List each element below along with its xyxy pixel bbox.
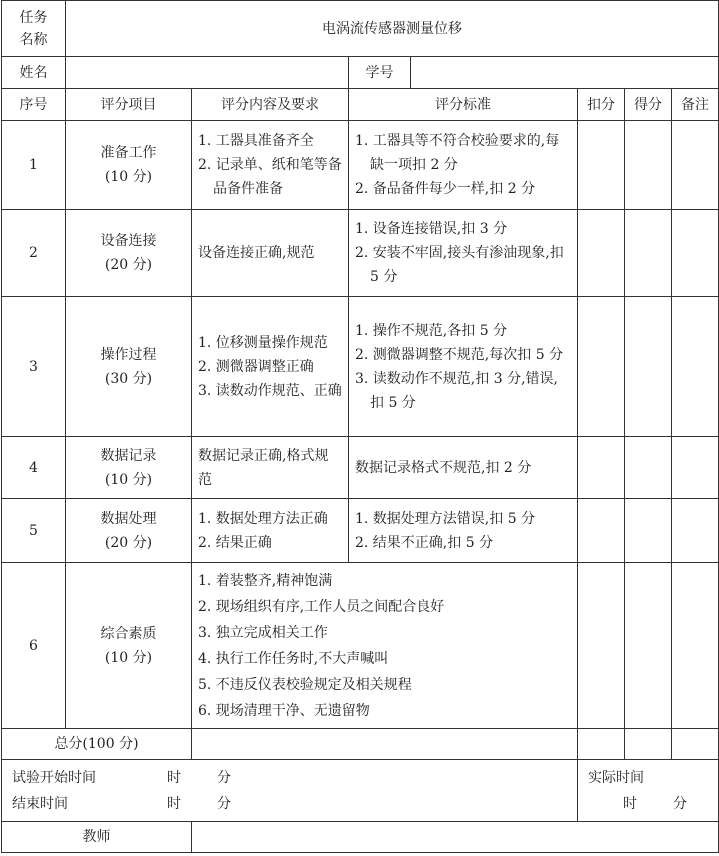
content-line: 数据记录正确,格式规范: [198, 447, 329, 488]
standard-line: 1. 操作不规范,各扣 5 分: [355, 322, 508, 339]
student-id-value[interactable]: [411, 57, 578, 88]
row-content-merged: [192, 563, 578, 729]
table-row: [2, 121, 719, 210]
row-seq: 2: [2, 210, 66, 297]
row-standard: [349, 437, 578, 499]
header-score: 得分: [625, 89, 672, 121]
name-value[interactable]: [66, 57, 349, 89]
row-deduct[interactable]: [578, 499, 625, 563]
row-content: [192, 437, 349, 499]
row-deduct[interactable]: [578, 297, 625, 437]
end-time-label: 结束时间: [12, 795, 68, 812]
row-item: [66, 210, 192, 297]
row-item: [66, 499, 192, 563]
content-line: 4. 执行工作任务时,不大声喊叫: [198, 650, 389, 667]
row-content: [192, 121, 349, 210]
task-title: 电涡流传感器测量位移: [66, 1, 719, 57]
start-minute-unit: 分: [217, 769, 231, 786]
standard-line: 1. 数据处理方法错误,扣 5 分: [355, 510, 536, 527]
row-standard: [349, 121, 578, 210]
content-line: 3. 读数动作规范、正确: [198, 382, 342, 399]
header-seq: 序号: [2, 89, 66, 121]
standard-line: 1. 设备连接错误,扣 3 分: [355, 221, 508, 237]
row-item-points: (10 分): [104, 649, 153, 666]
content-line: 1. 数据处理方法正确: [198, 510, 328, 527]
row-item: [66, 121, 192, 210]
student-id-label: 学号: [349, 57, 411, 88]
row-seq: 6: [2, 563, 66, 729]
row-item-points: (20 分): [104, 534, 153, 551]
row-item-title: 数据处理: [100, 510, 157, 527]
total-deduct[interactable]: [578, 729, 625, 760]
row-score[interactable]: [625, 210, 672, 297]
start-time-line: [12, 765, 571, 791]
row-item-title: 准备工作: [100, 145, 157, 161]
name-row: [2, 57, 719, 89]
end-hour-unit: 时: [167, 795, 181, 812]
content-line: 1. 位移测量操作规范: [198, 334, 328, 351]
row-standard: [349, 210, 578, 297]
time-row: [2, 760, 719, 822]
row-remark[interactable]: [672, 210, 719, 297]
teacher-row: [2, 822, 719, 853]
row-score[interactable]: [625, 297, 672, 437]
standard-line: 1. 工器具等不符合校验要求的,每缺一项扣 2 分: [355, 133, 560, 173]
row-item-title: 操作过程: [100, 346, 157, 363]
row-deduct[interactable]: [578, 210, 625, 297]
header-remark: 备注: [672, 89, 719, 121]
content-line: 6. 现场清理干净、无遗留物: [198, 702, 370, 719]
row-content: [192, 210, 349, 297]
content-line: 5. 不违反仪表校验规定及相关规程: [198, 676, 412, 693]
table-row: [2, 563, 719, 729]
row-standard: [349, 499, 578, 563]
row-item-points: (30 分): [104, 370, 153, 387]
task-label: 任务 名称: [2, 1, 66, 57]
total-label: 总分(100 分): [2, 729, 192, 760]
teacher-signature[interactable]: [192, 822, 719, 853]
row-remark[interactable]: [672, 499, 719, 563]
actual-hour-unit: 时: [623, 795, 637, 812]
header-item: 评分项目: [66, 89, 192, 121]
header-row: [2, 89, 719, 121]
actual-minute-unit: 分: [673, 795, 687, 812]
row-remark[interactable]: [672, 437, 719, 499]
content-line: 2. 现场组织有序,工作人员之间配合良好: [198, 598, 445, 615]
end-time-line: [12, 791, 571, 817]
content-line: 2. 测微器调整正确: [198, 358, 314, 375]
row-content: [192, 297, 349, 437]
row-seq: 1: [2, 121, 66, 210]
standard-line: 数据记录格式不规范,扣 2 分: [355, 459, 532, 476]
row-item: [66, 297, 192, 437]
table-row: [2, 297, 719, 437]
student-id-cell: [349, 57, 578, 89]
standard-line: 2. 测微器调整不规范,每次扣 5 分: [355, 346, 564, 363]
header-standard: 评分标准: [349, 89, 578, 121]
row-item-points: (10 分): [104, 471, 153, 488]
content-line: 1. 着装整齐,精神饱满: [198, 572, 333, 589]
row-remark[interactable]: [672, 563, 719, 729]
row-deduct[interactable]: [578, 563, 625, 729]
name-label: 姓名: [2, 57, 66, 89]
teacher-label: 教师: [2, 822, 192, 853]
row-item: [66, 563, 192, 729]
total-score[interactable]: [625, 729, 672, 760]
row-deduct[interactable]: [578, 121, 625, 210]
actual-time-cell: [578, 760, 719, 822]
table-row: [2, 499, 719, 563]
row-seq: 5: [2, 499, 66, 563]
standard-line: 2. 结果不正确,扣 5 分: [355, 534, 494, 551]
standard-line: 3. 读数动作不规范,扣 3 分,错误,扣 5 分: [355, 370, 558, 411]
content-line: 2. 结果正确: [198, 534, 272, 551]
row-deduct[interactable]: [578, 437, 625, 499]
row-item-points: (10 分): [104, 169, 153, 185]
row-item-points: (20 分): [104, 257, 153, 273]
task-row: [2, 1, 719, 57]
row-standard: [349, 297, 578, 437]
actual-time-label: 实际时间: [588, 769, 644, 786]
content-line: 1. 工器具准备齐全: [198, 133, 314, 149]
start-hour-unit: 时: [167, 769, 181, 786]
header-deduct: 扣分: [578, 89, 625, 121]
time-cell: [2, 760, 578, 822]
start-time-label: 试验开始时间: [12, 769, 96, 786]
total-blank: [192, 729, 578, 760]
standard-line: 2. 安装不牢固,接头有渗油现象,扣 5 分: [355, 245, 564, 285]
row-score[interactable]: [625, 563, 672, 729]
row-item-title: 综合素质: [100, 625, 157, 642]
row-item-title: 设备连接: [100, 233, 157, 249]
row-seq: 3: [2, 297, 66, 437]
row-item: [66, 437, 192, 499]
row-score[interactable]: [625, 121, 672, 210]
standard-line: 2. 备品备件每少一样,扣 2 分: [355, 181, 536, 197]
row-remark[interactable]: [672, 121, 719, 210]
total-row: [2, 729, 719, 760]
student-id-value-ext[interactable]: [578, 57, 719, 89]
scoring-table: [1, 0, 719, 853]
content-line: 2. 记录单、纸和笔等备品备件准备: [198, 157, 342, 197]
total-remark[interactable]: [672, 729, 719, 760]
table-row: [2, 437, 719, 499]
row-seq: 4: [2, 437, 66, 499]
end-minute-unit: 分: [217, 795, 231, 812]
content-line: 设备连接正确,规范: [198, 245, 315, 261]
table-row: [2, 210, 719, 297]
row-score[interactable]: [625, 437, 672, 499]
row-score[interactable]: [625, 499, 672, 563]
row-remark[interactable]: [672, 297, 719, 437]
row-item-title: 数据记录: [100, 447, 157, 464]
header-content: 评分内容及要求: [192, 89, 349, 121]
actual-time-line: [588, 791, 712, 817]
content-line: 3. 独立完成相关工作: [198, 624, 328, 641]
row-content: [192, 499, 349, 563]
